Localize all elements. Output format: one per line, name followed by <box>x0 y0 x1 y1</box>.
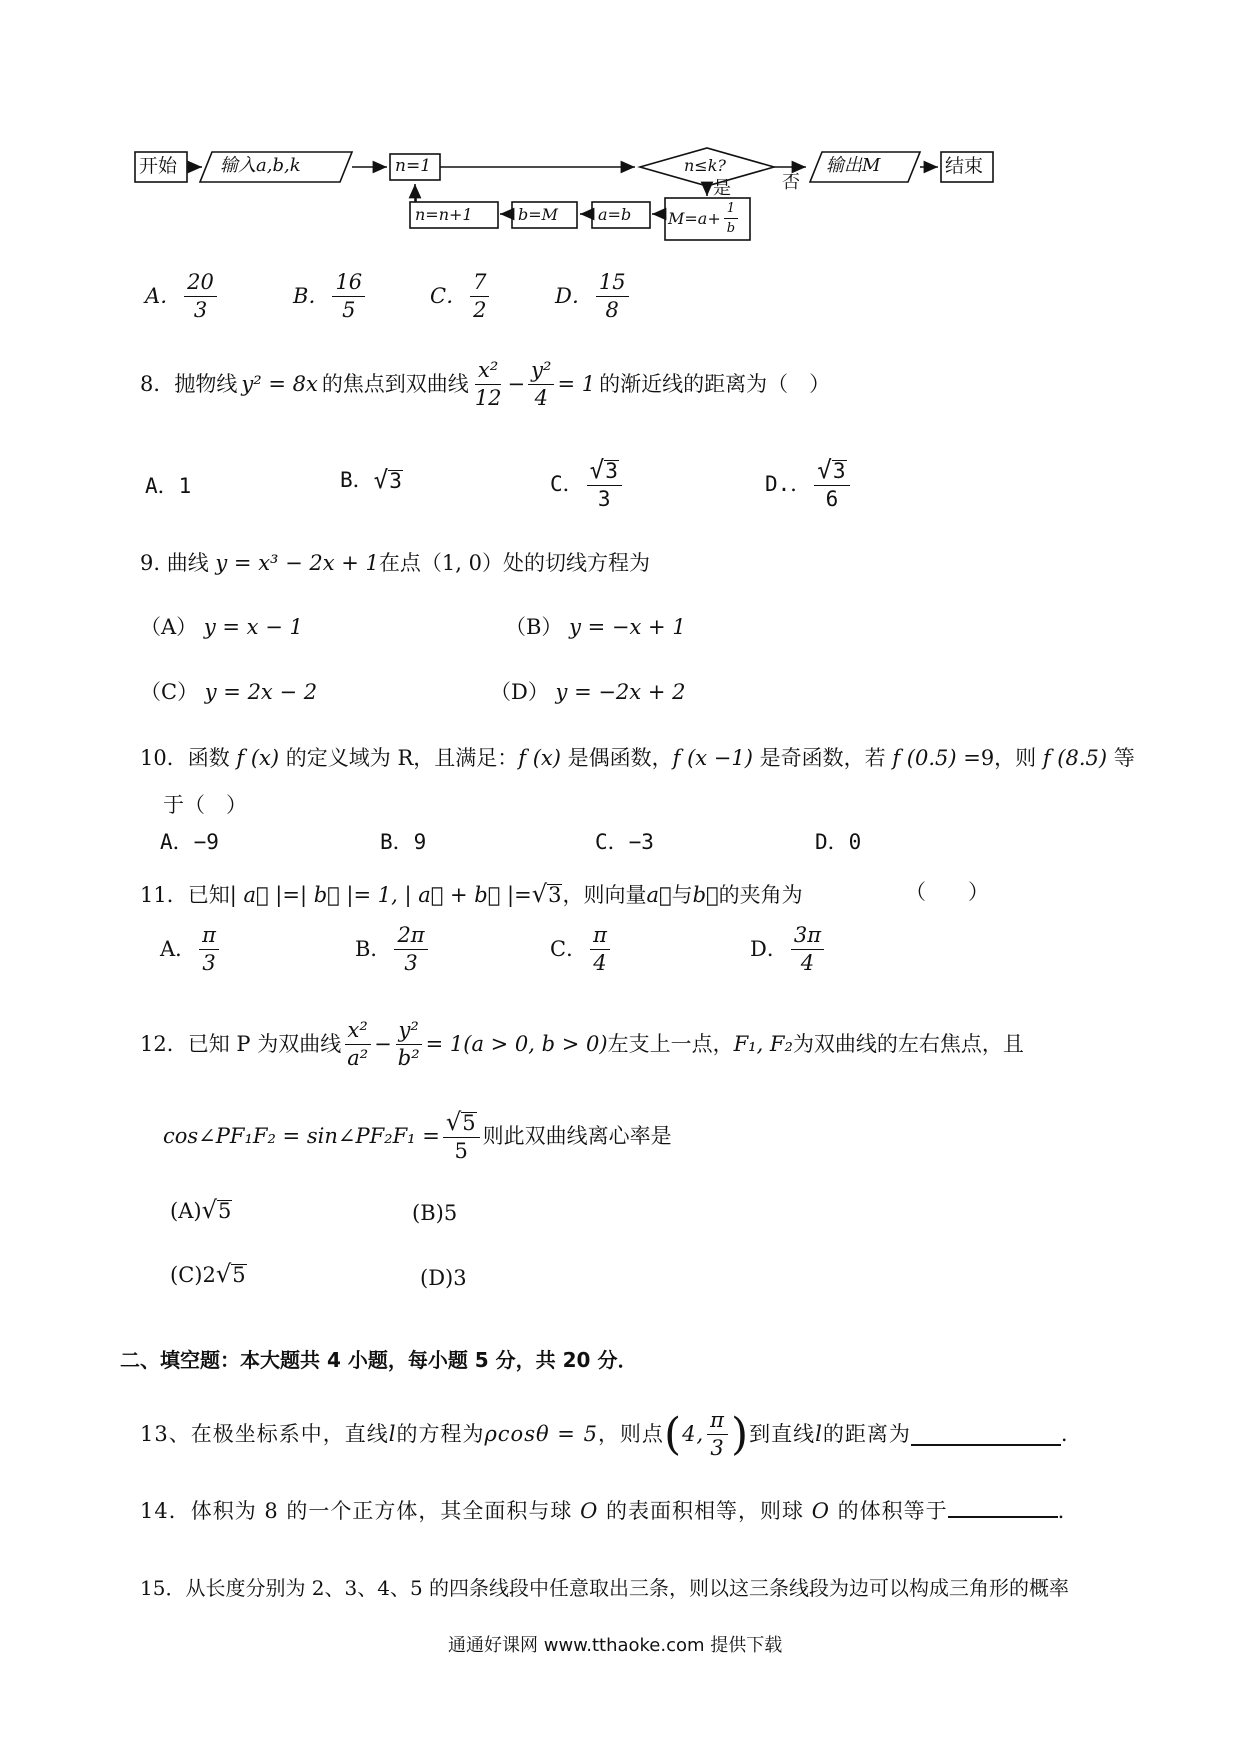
q7-d-den: 8 <box>605 298 619 322</box>
q13-part-e: 的距离为 <box>822 1422 911 1446</box>
q13-part-a: 13、在极坐标系中，直线 <box>140 1422 389 1446</box>
q9-option-a[interactable] <box>140 617 303 638</box>
q11-sqrt: √ 3 <box>531 880 562 908</box>
q13-left-paren: ( <box>663 1408 683 1460</box>
q13-end: . <box>1060 1422 1069 1446</box>
q8-hy-num: y² <box>528 360 554 385</box>
q13-point-den: 3 <box>710 1436 725 1460</box>
flow-output-label: 输出M <box>826 155 881 176</box>
q13-point-num: π <box>707 1410 728 1435</box>
flow-calc-label <box>668 202 741 235</box>
q8-hy-den: 4 <box>534 386 548 410</box>
q11-part-b: ，则向量 <box>562 883 647 908</box>
q10-stem <box>140 748 1135 769</box>
q11-part-c: 的夹角为 <box>718 883 803 908</box>
q10-part-d: 是奇函数，若 <box>752 746 893 770</box>
q12-stem <box>140 1020 1024 1069</box>
q13-stem <box>140 1410 1069 1459</box>
q8-option-c-label: C． <box>550 471 584 496</box>
q7-option-b-frac <box>332 272 365 321</box>
q11-vec-b: b⃗ <box>692 883 719 908</box>
q7-option-c-frac <box>470 272 489 321</box>
q10-option-d[interactable]: D．0 <box>815 830 862 854</box>
q9-option-d-value: y = −2x + 2 <box>555 680 686 704</box>
q10-fx3: f (x −1) <box>672 746 753 770</box>
q14-part-a: 14．体积为 8 的一个正方体，其全面积与球 <box>140 1499 581 1523</box>
q13-part-c: ，则点 <box>597 1422 664 1446</box>
q8-option-c[interactable] <box>550 458 625 510</box>
q8-option-c-den: 3 <box>597 487 611 512</box>
q9-option-b[interactable] <box>505 617 686 638</box>
q11-option-b[interactable] <box>355 925 431 974</box>
q7-b-den: 5 <box>342 298 356 322</box>
q11-option-c[interactable] <box>550 925 613 974</box>
q12-line2-den: 5 <box>454 1139 468 1164</box>
q9-option-d-label: （D） <box>490 680 549 704</box>
q8-option-b-arg: 3 <box>389 469 402 494</box>
q14-o2: O <box>811 1499 830 1523</box>
q12-option-c-root: 5 <box>232 1263 246 1288</box>
q14-end: . <box>1057 1499 1066 1523</box>
q11-option-a-frac <box>199 925 219 974</box>
q9-option-b-value: y = −x + 1 <box>569 615 686 639</box>
q11-c-num: π <box>590 925 610 950</box>
q11-option-a-label: A． <box>160 937 197 961</box>
q10-part-a: 10．函数 <box>140 746 237 770</box>
q12-part-b: 左支上一点， <box>607 1032 734 1056</box>
flow-init-label: n=1 <box>395 156 432 176</box>
q11-vec-a: a⃗ <box>646 883 672 908</box>
q8-hx-num: x² <box>475 360 501 385</box>
flow-input-label: 输入a,b,k <box>220 155 301 176</box>
footer-text: 通通好课网 www.tthaoke.com 提供下载 <box>448 1635 783 1656</box>
q12-minus: − <box>374 1032 392 1056</box>
q9-option-a-label: （A） <box>140 615 198 639</box>
q13-l1: l <box>388 1422 397 1446</box>
q13-answer-blank[interactable] <box>911 1424 1061 1446</box>
q12-option-c-sqrt: √ 5 <box>215 1260 246 1288</box>
q8-option-b-sqrt: √ 3 <box>373 466 402 494</box>
q8-option-d[interactable] <box>765 458 853 510</box>
q12-option-c-label: (C)2 <box>170 1263 216 1288</box>
flow-condition-label: n≤k? <box>684 156 726 175</box>
q8-parabola: y² = 8x <box>241 372 318 396</box>
q7-option-c-label: C． <box>430 284 468 308</box>
q7-d-num: 15 <box>596 272 629 297</box>
q15-stem: 15．从长度分别为 2、3、4、5 的四条线段中任意取出三条，则以这三条线段为边可以构成三角形的概率 <box>140 1576 1070 1600</box>
q7-option-d-frac <box>596 272 629 321</box>
flow-end-label: 结束 <box>945 155 984 177</box>
q12-hx-frac <box>344 1020 371 1069</box>
q8-option-c-root: 3 <box>605 459 618 484</box>
q8-suffix: 的渐近线的距离为（ ） <box>599 372 831 396</box>
q12-cond: = 1(a > 0, b > 0) <box>425 1032 608 1056</box>
q13-point-frac <box>707 1410 728 1459</box>
q8-prefix: 8．抛物线 <box>140 372 238 396</box>
q10-part-f: 等 <box>1107 746 1135 770</box>
q10-fx4: f (0.5) <box>892 746 957 770</box>
q12-hy-num: y² <box>396 1020 422 1045</box>
q9-option-c-label: （C） <box>140 680 199 704</box>
q10-stem-line2: 于（ ） <box>163 793 247 817</box>
flow-assign-a-label: a=b <box>598 205 632 224</box>
q9-option-a-value: y = x − 1 <box>203 615 303 639</box>
q11-option-d[interactable] <box>750 925 827 974</box>
q7-option-d[interactable] <box>555 272 632 321</box>
q8-hx-den: 12 <box>474 386 502 410</box>
q14-stem <box>140 1498 1065 1522</box>
q9-option-d[interactable] <box>490 682 685 703</box>
q13-part-b: 的方程为 <box>396 1422 485 1446</box>
q8-minus: − <box>507 372 526 396</box>
flow-calc-prefix: M=a+ <box>668 209 721 228</box>
q12-option-c[interactable] <box>170 1262 247 1286</box>
q8-option-b-label: B． <box>340 467 374 492</box>
q9-prefix: 9. 曲线 <box>140 551 216 575</box>
q12-option-a-sqrt: √ 5 <box>201 1196 232 1224</box>
q11-root: 3 <box>548 883 562 908</box>
q12-option-a[interactable] <box>170 1198 232 1222</box>
q12-line2-root: 5 <box>462 1111 476 1136</box>
q7-option-a-frac <box>184 272 217 321</box>
q8-option-d-den: 6 <box>825 487 839 512</box>
q10-part-b: 的定义域为 R，且满足： <box>279 746 519 770</box>
flow-increment-label: n=n+1 <box>415 205 473 224</box>
q7-option-c[interactable] <box>430 272 492 321</box>
q11-b-num: 2π <box>394 925 427 950</box>
q11-with: 与 <box>671 883 693 908</box>
q13-point-a: 4, <box>682 1422 705 1446</box>
q7-b-num: 16 <box>332 272 365 297</box>
flow-yes-label: 是 <box>713 178 731 199</box>
q10-fx1: f (x) <box>236 746 280 770</box>
q13-part-d: 到直线 <box>749 1422 816 1446</box>
q11-cond: | a⃗ |=| b⃗ |= 1, | a⃗ + b⃗ |= <box>229 883 532 908</box>
q8-mid: 的焦点到双曲线 <box>321 372 469 396</box>
q10-fx2: f (x) <box>518 746 561 770</box>
q7-option-a-label: A． <box>145 284 182 308</box>
q12-hx-den: a² <box>347 1046 369 1070</box>
q11-option-d-frac <box>791 925 824 974</box>
q7-option-a[interactable] <box>145 272 220 321</box>
q12-option-a-label: (A) <box>170 1199 202 1224</box>
q8-option-b[interactable] <box>340 468 403 492</box>
q8-option-d-root: 3 <box>832 459 846 484</box>
flow-calc-den: b <box>726 221 736 236</box>
q9-eq: y = x³ − 2x + 1 <box>215 551 379 575</box>
q11-c-den: 4 <box>593 951 607 975</box>
q8-stem <box>140 360 830 409</box>
q12-part-c: 为双曲线的左右焦点，且 <box>792 1032 1024 1056</box>
q12-line2-frac: √ 5 5 <box>443 1110 480 1162</box>
flow-no-label: 否 <box>782 172 800 193</box>
q9-option-c[interactable] <box>140 682 317 703</box>
q14-part-b: 的表面积相等，则球 <box>598 1499 812 1523</box>
q7-a-num: 20 <box>184 272 217 297</box>
q12-line2-suffix: 则此双曲线离心率是 <box>482 1123 672 1148</box>
q8-option-c-frac: √ 3 3 <box>587 458 622 510</box>
q11-stem <box>140 882 803 906</box>
q9-option-b-label: （B） <box>505 615 563 639</box>
q12-option-b[interactable]: (B)5 <box>412 1201 458 1225</box>
flowchart <box>130 140 1010 250</box>
q8-option-d-label: D.． <box>765 471 812 496</box>
q7-c-num: 7 <box>470 272 489 297</box>
q8-option-a[interactable]: A．1 <box>145 474 192 498</box>
q14-part-c: 的体积等于 <box>829 1499 948 1523</box>
q9-suffix: 在点（1, 0）处的切线方程为 <box>378 551 650 575</box>
q11-option-b-label: B． <box>355 937 392 961</box>
q10-option-c[interactable]: C．−3 <box>595 830 654 854</box>
q10-fx5: f (8.5) <box>1042 746 1108 770</box>
q10-part-e: =9，则 <box>956 746 1043 770</box>
q11-part-a: 11．已知 <box>140 883 230 908</box>
q8-hy-frac <box>528 360 554 409</box>
q11-option-d-label: D． <box>750 937 788 961</box>
q10-option-a[interactable]: A．−9 <box>160 830 219 854</box>
q12-hx-num: x² <box>345 1020 371 1045</box>
q9-stem <box>140 553 650 574</box>
q13-l2: l <box>815 1422 823 1446</box>
q8-hx-frac <box>472 360 505 409</box>
q12-option-d[interactable]: (D)3 <box>420 1266 467 1290</box>
q11-option-c-frac <box>590 925 610 974</box>
q14-o1: O <box>580 1499 599 1523</box>
q12-part-a: 12．已知 P 为双曲线 <box>140 1032 342 1056</box>
q12-foci: F₁, F₂ <box>733 1032 793 1056</box>
flow-start-label: 开始 <box>139 155 178 177</box>
flow-assign-b-label: b=M <box>518 205 559 224</box>
q11-option-c-label: C． <box>550 937 588 961</box>
section2-heading: 二、填空题：本大题共 4 小题，每小题 5 分，共 20 分． <box>120 1348 638 1372</box>
q11-a-den: 3 <box>202 951 216 975</box>
q13-right-paren: ) <box>730 1408 750 1460</box>
q12-line2-eq: cos∠PF₁F₂ = sin∠PF₂F₁ = <box>163 1123 440 1148</box>
flow-calc-frac <box>724 202 738 235</box>
flow-calc-num: 1 <box>724 202 738 219</box>
q7-a-den: 3 <box>193 298 208 322</box>
q12-option-a-root: 5 <box>217 1199 232 1224</box>
q11-a-num: π <box>199 925 219 950</box>
q10-option-b[interactable]: B．9 <box>380 830 427 854</box>
q11-answer-paren: （ ） <box>905 880 989 904</box>
q9-option-c-value: y = 2x − 2 <box>204 680 318 704</box>
q14-answer-blank[interactable] <box>948 1498 1058 1518</box>
q8-option-d-frac: √ 3 6 <box>814 458 849 510</box>
q10-part-c: 是偶函数， <box>560 746 673 770</box>
q13-eq: ρcosθ = 5 <box>484 1422 598 1446</box>
q7-option-d-label: D． <box>555 284 593 308</box>
q11-option-b-frac <box>394 925 427 974</box>
q7-c-den: 2 <box>473 298 487 322</box>
q12-hy-den: b² <box>397 1046 420 1070</box>
q7-option-b[interactable] <box>293 272 368 321</box>
q11-b-den: 3 <box>404 951 418 975</box>
q11-d-num: 3π <box>791 925 824 950</box>
q7-option-b-label: B． <box>293 284 330 308</box>
q11-option-a[interactable] <box>160 925 222 974</box>
q8-eq: = 1 <box>557 372 596 396</box>
q12-stem-line2 <box>163 1110 672 1162</box>
q11-d-den: 4 <box>800 951 815 975</box>
q12-hy-frac <box>395 1020 423 1069</box>
